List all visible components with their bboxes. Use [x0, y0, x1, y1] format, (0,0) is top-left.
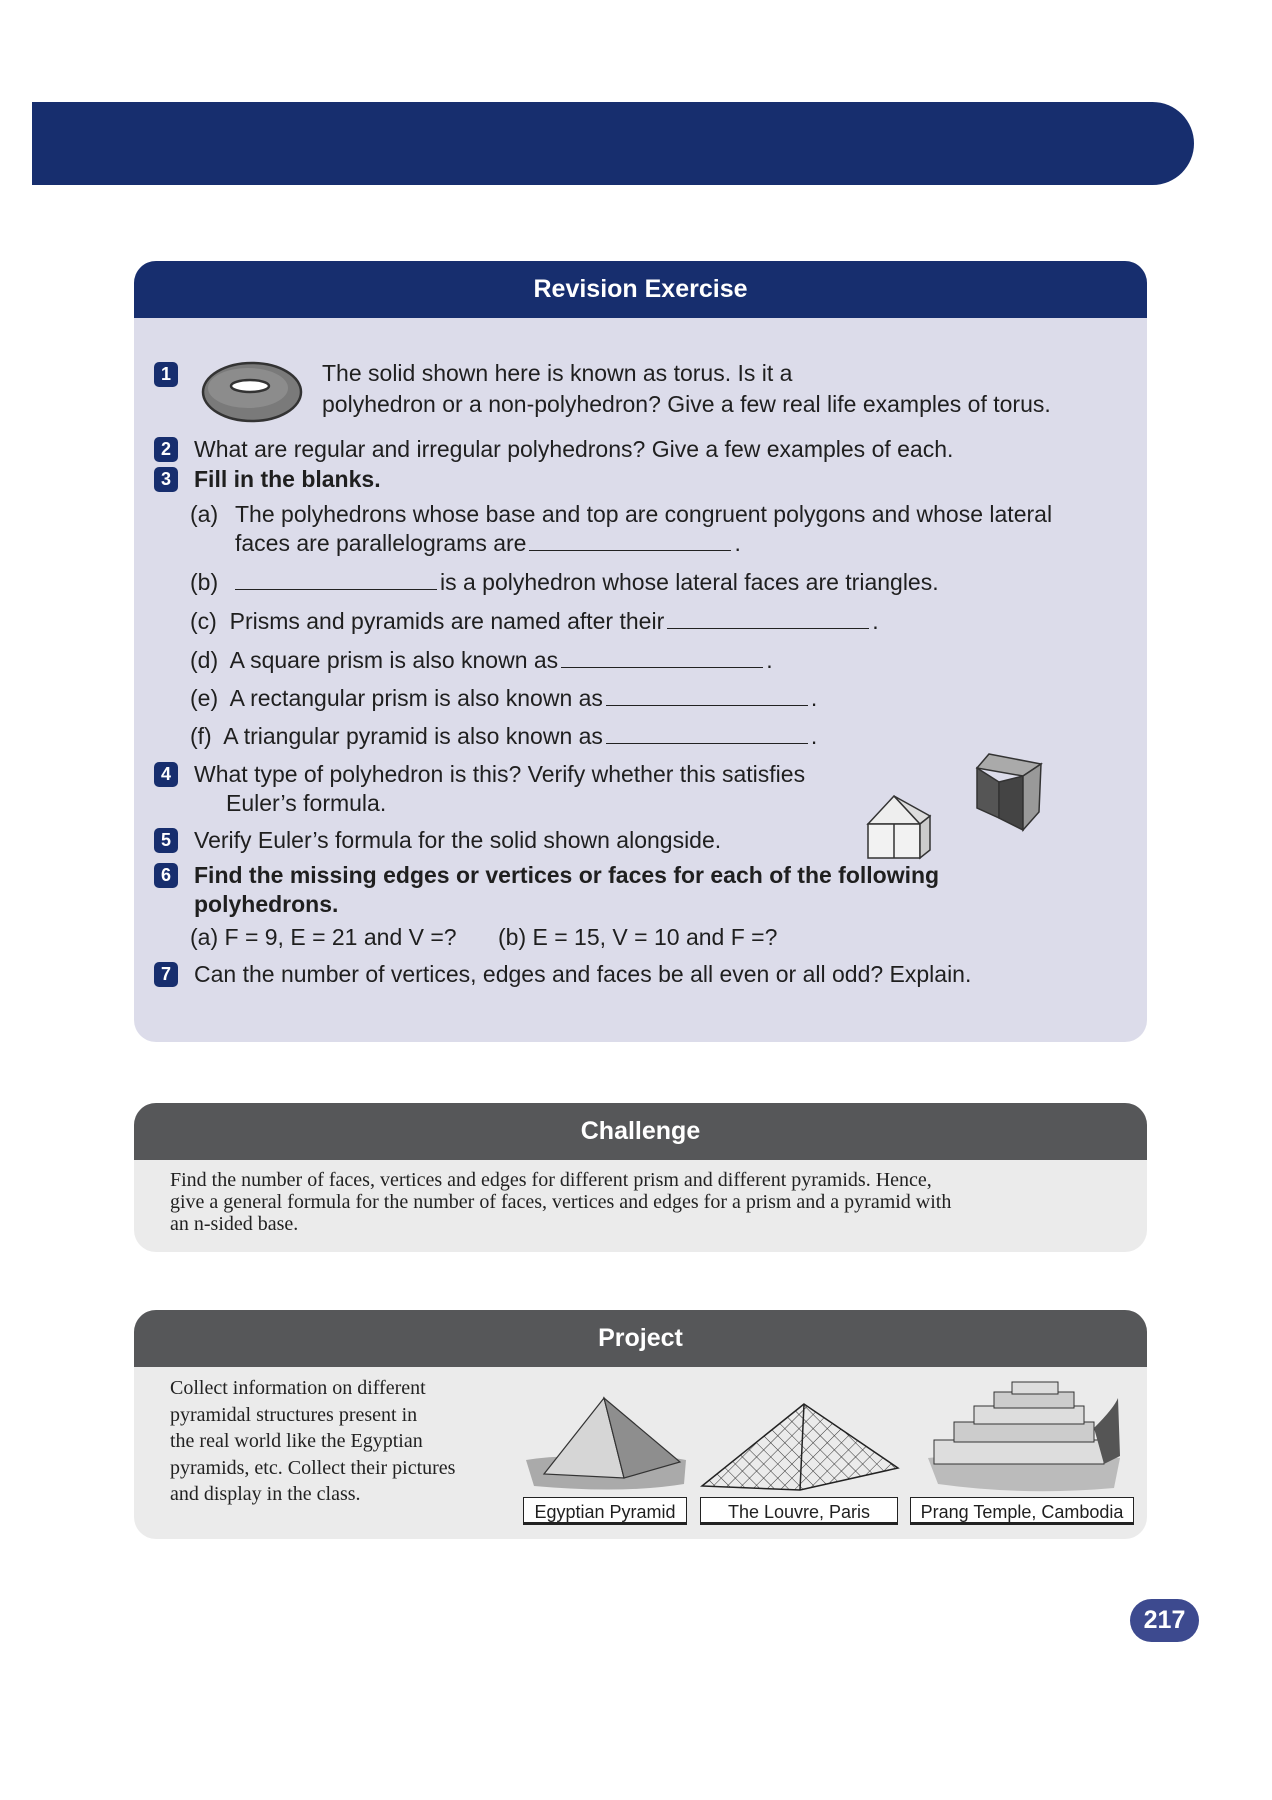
project-line: pyramidal structures present in — [170, 1403, 418, 1426]
q3d-text: A square prism is also known as — [229, 647, 559, 673]
q3-text: Fill in the blanks. — [194, 466, 381, 492]
project-text — [170, 1375, 455, 1508]
blank-field[interactable] — [235, 569, 437, 590]
q6-line1: Find the missing edges or vertices or faces for each of the following — [194, 862, 940, 888]
q6a: (a) F = 9, E = 21 and V =? — [190, 924, 457, 950]
q6b: (b) E = 15, V = 10 and F =? — [498, 924, 778, 950]
q3d-line — [190, 646, 773, 675]
house-solid-icon — [864, 794, 934, 860]
q3c-line — [190, 607, 879, 636]
blank-field[interactable] — [606, 685, 808, 706]
challenge-line1: Find the number of faces, vertices and edges for different prism and different pyramids. Hence, — [170, 1169, 932, 1191]
q7-text: Can the number of vertices, edges and faces be all even or all odd? Explain. — [194, 961, 972, 987]
question-number-1: 1 — [154, 362, 178, 387]
question-number-6: 6 — [154, 863, 178, 888]
revision-exercise-title: Revision Exercise — [134, 261, 1147, 318]
q3e-label: (e) — [190, 685, 219, 711]
period: . — [810, 685, 818, 711]
blank-field[interactable] — [606, 723, 808, 744]
caption-prang-temple: Prang Temple, Cambodia — [910, 1497, 1134, 1525]
question-number-3: 3 — [154, 467, 178, 492]
question-number-5: 5 — [154, 828, 178, 853]
torus-icon — [200, 358, 304, 426]
blank-field[interactable] — [667, 608, 869, 629]
question-number-7: 7 — [154, 962, 178, 987]
prism-solid-icon — [975, 752, 1045, 832]
louvre-pyramid-image — [700, 1400, 900, 1492]
q3a-line1: The polyhedrons whose base and top are congruent polygons and whose lateral — [235, 501, 1053, 527]
q2-text: What are regular and irregular polyhedrons? Give a few examples of each. — [194, 436, 954, 462]
q3a-line2 — [235, 529, 741, 558]
period: . — [810, 723, 818, 749]
q3a-label: (a) — [190, 501, 219, 527]
challenge-title: Challenge — [134, 1103, 1147, 1160]
q3c-text: Prisms and pyramids are named after their — [229, 608, 665, 634]
egyptian-pyramid-image — [524, 1394, 688, 1494]
period: . — [734, 530, 741, 556]
project-title: Project — [134, 1310, 1147, 1367]
q3b-text: is a polyhedron whose lateral faces are triangles. — [440, 569, 939, 595]
q4-line1: What type of polyhedron is this? Verify whether this satisfies — [194, 761, 806, 787]
chapter-banner — [32, 102, 1194, 185]
q3b-label: (b) — [190, 569, 219, 595]
page-number: 217 — [1130, 1599, 1199, 1642]
q3e-line — [190, 684, 817, 713]
q5-text: Verify Euler’s formula for the solid shown alongside. — [194, 827, 722, 853]
q3a-text: faces are parallelograms are — [235, 530, 527, 556]
q3f-line — [190, 722, 817, 751]
blank-field[interactable] — [529, 530, 731, 551]
project-line: Collect information on different — [170, 1377, 426, 1399]
q3b-line — [232, 568, 939, 597]
q1-line1: The solid shown here is known as torus. Is it a — [322, 360, 793, 386]
q3d-label: (d) — [190, 647, 219, 673]
project-line: and display in the class. — [170, 1483, 361, 1505]
q1-line2: polyhedron or a non-polyhedron? Give a few real life examples of torus. — [322, 391, 1051, 417]
project-line: the real world like the Egyptian — [170, 1430, 423, 1452]
challenge-line2: give a general formula for the number of faces, vertices and edges for a prism and a pyramid with — [170, 1191, 952, 1213]
challenge-line3: an n-sided base. — [170, 1213, 299, 1235]
project-line: pyramids, etc. Collect their pictures — [170, 1456, 456, 1479]
q3c-label: (c) — [190, 608, 217, 634]
question-number-4: 4 — [154, 762, 178, 787]
caption-louvre: The Louvre, Paris — [700, 1497, 898, 1525]
caption-egyptian-pyramid: Egyptian Pyramid — [523, 1497, 687, 1525]
q4-line2: Euler’s formula. — [226, 790, 387, 816]
q3e-text: A rectangular prism is also known as — [229, 685, 603, 711]
blank-field[interactable] — [561, 647, 763, 668]
question-number-2: 2 — [154, 437, 178, 462]
q3f-text: A triangular pyramid is also known as — [223, 723, 603, 749]
period: . — [766, 647, 773, 673]
prang-temple-image — [924, 1378, 1124, 1494]
q3f-label: (f) — [190, 723, 212, 749]
q6-line2: polyhedrons. — [194, 891, 339, 917]
period: . — [872, 608, 879, 634]
